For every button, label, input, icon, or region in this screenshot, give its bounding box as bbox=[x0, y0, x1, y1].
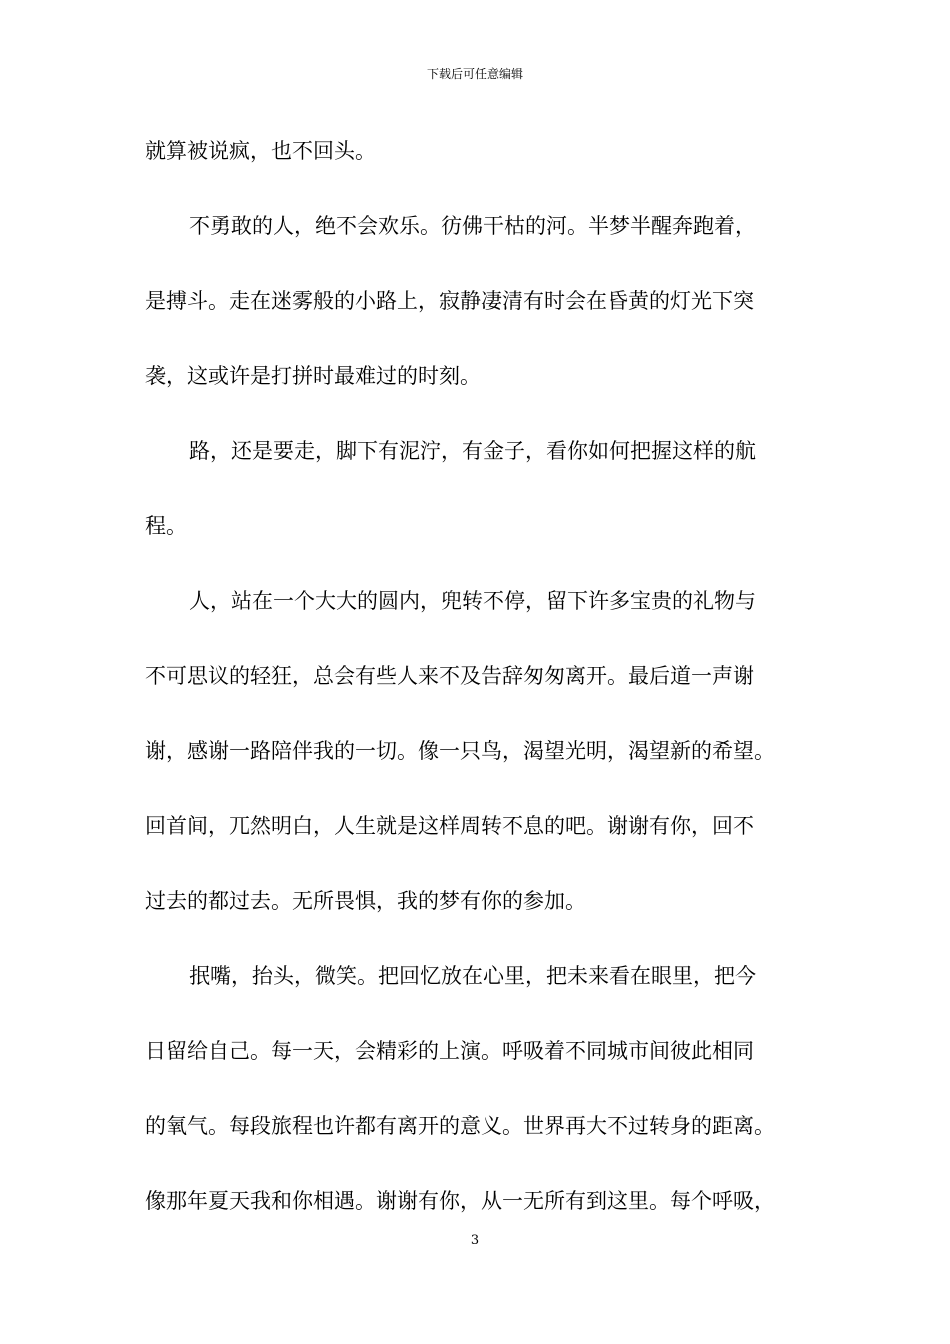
text-line: 的氧气。每段旅程也许都有离开的意义。世界再大不过转身的距离。 bbox=[145, 1114, 775, 1138]
text-line: 不勇敢的人，绝不会欢乐。彷佛干枯的河。半梦半醒奔跑着， bbox=[189, 214, 756, 238]
text-line: 像那年夏天我和你相遇。谢谢有你，从一无所有到这里。每个呼吸， bbox=[145, 1189, 775, 1213]
text-line: 就算被说疯，也不回头。 bbox=[145, 139, 376, 163]
text-line: 程。 bbox=[145, 514, 187, 538]
page-number: 3 bbox=[470, 1233, 480, 1248]
page-header: 下载后可任意编辑 bbox=[426, 67, 523, 81]
text-line: 人，站在一个大大的圆内，兜转不停，留下许多宝贵的礼物与 bbox=[189, 589, 756, 613]
text-line: 过去的都过去。无所畏惧，我的梦有你的参加。 bbox=[145, 889, 586, 913]
text-line: 谢，感谢一路陪伴我的一切。像一只鸟，渴望光明，渴望新的希望。 bbox=[145, 739, 775, 763]
text-line: 日留给自己。每一天，会精彩的上演。呼吸着不同城市间彼此相同 bbox=[145, 1039, 754, 1063]
text-line: 不可思议的轻狂，总会有些人来不及告辞匆匆离开。最后道一声谢 bbox=[145, 664, 754, 688]
text-line: 袭，这或许是打拼时最难过的时刻。 bbox=[145, 364, 481, 388]
text-line: 是搏斗。走在迷雾般的小路上，寂静凄清有时会在昏黄的灯光下突 bbox=[145, 289, 754, 313]
text-line: 回首间，兀然明白，人生就是这样周转不息的吧。谢谢有你，回不 bbox=[145, 814, 754, 838]
text-line: 抿嘴，抬头，微笑。把回忆放在心里，把未来看在眼里，把今 bbox=[189, 964, 756, 988]
text-line: 路，还是要走，脚下有泥泞，有金子，看你如何把握这样的航 bbox=[189, 439, 756, 463]
